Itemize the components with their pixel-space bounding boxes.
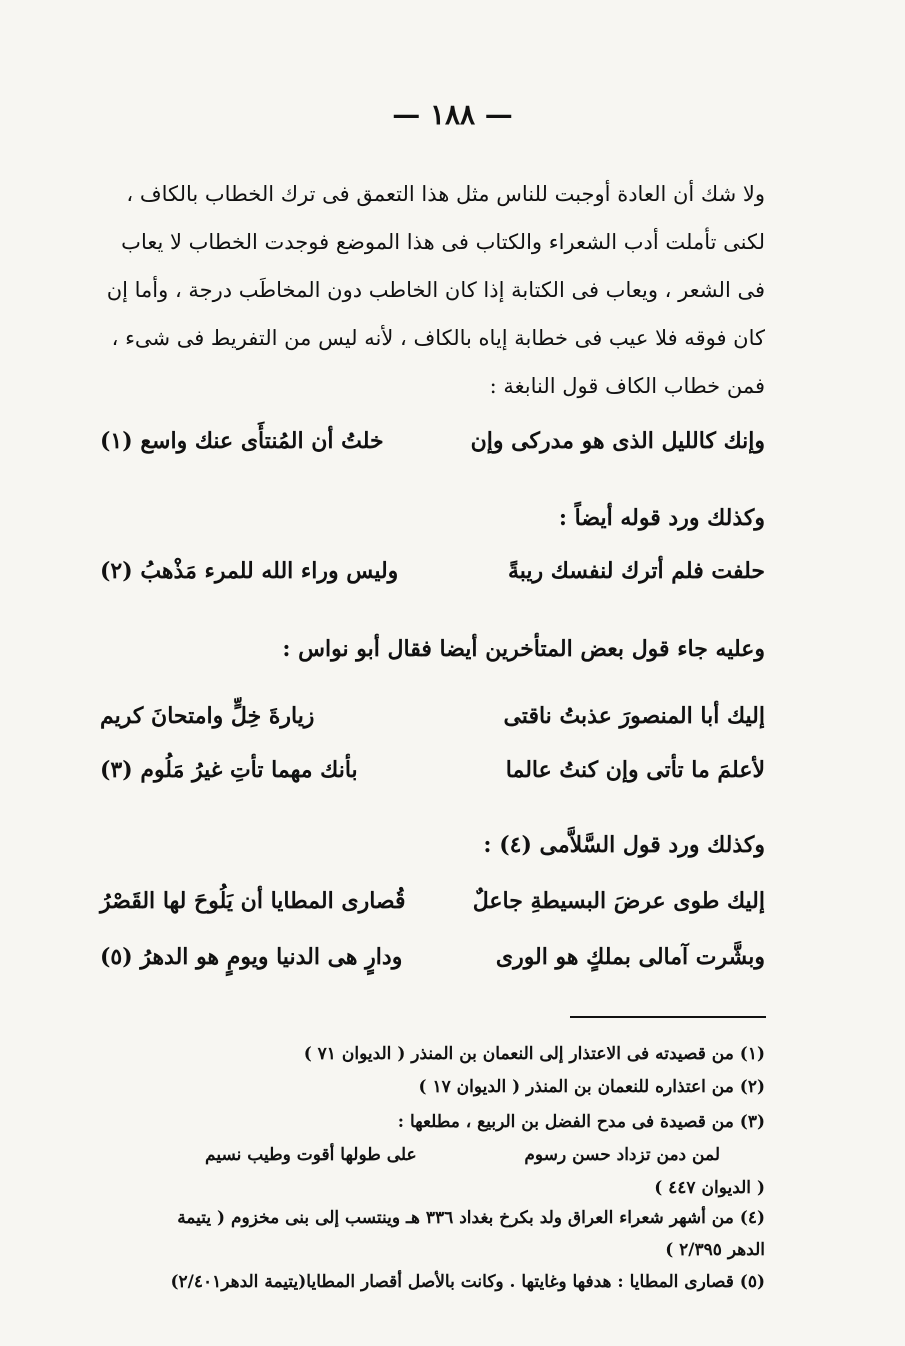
paragraph-line: فى الشعر ، ويعاب فى الكتابة إذا كان الخاطب دون المخاطَب درجة ، وأما إن <box>106 278 765 302</box>
footnote-1: (١) من قصيدته فى الاعتذار إلى النعمان بن المنذر ( الديوان ٧١ ) <box>303 1044 765 1064</box>
verse-sallami-1 <box>100 888 765 928</box>
footnote-5: (٥) قصارى المطايا : هدفها وغايتها . وكانت بالأصل أقصار المطايا(يتيمة الدهر٢/٤٠١) <box>170 1272 765 1292</box>
verse-hemistich-second: ودارٍ هى الدنيا ويومٍ هو الدهرُ (٥) <box>100 944 403 970</box>
body-paragraph <box>106 170 765 410</box>
footnote-4-continued: الدهر ٢/٣٩٥ ) <box>665 1240 765 1260</box>
verse-hemistich-first: لأعلمَ ما تأتى وإن كنتُ عالما <box>505 757 765 783</box>
verse-nabigha-2 <box>100 558 765 598</box>
paragraph-line: كان فوقه فلا عيب فى خطابة إياه بالكاف ، لأنه ليس من التفريط فى شىء ، <box>111 326 765 350</box>
paragraph-line: ولا شك أن العادة أوجبت للناس مثل هذا التعمق فى ترك الخطاب بالكاف ، <box>126 182 765 206</box>
verse-hemistich-second: وليس وراء الله للمرء مَذْهبُ (٢) <box>100 558 399 584</box>
intro-line: وكذلك ورد قول السَّلاَّمى (٤) : <box>483 832 765 858</box>
intro-line: وعليه جاء قول بعض المتأخرين أيضا فقال أبو نواس : <box>282 636 765 662</box>
footnote-3-verse-first: لمن دمن تزداد حسن رسوم <box>524 1145 720 1165</box>
paragraph-line: فمن خطاب الكاف قول النابغة : <box>489 374 765 398</box>
verse-hemistich-second: زيارةَ خِلٍّ وامتحانَ كريم <box>100 703 315 729</box>
paragraph-line: لكنى تأملت أدب الشعراء والكتاب فى هذا الموضع فوجدت الخطاب لا يعاب <box>121 230 765 254</box>
footnote-3: (٣) من قصيدة فى مدح الفضل بن الربيع ، مطلعها : <box>397 1112 765 1132</box>
verse-hemistich-first: إليك أبا المنصورَ عذبتُ ناقتى <box>503 703 765 729</box>
verse-hemistich-second: بأنك مهما تأتِ غيرُ مَلُوم (٣) <box>100 757 358 783</box>
intro-line: وكذلك ورد قوله أيضاً : <box>558 505 765 531</box>
footnote-separator <box>570 1016 766 1018</box>
verse-hemistich-second: خلتُ أن المُنتأَى عنك واسع (١) <box>100 428 384 454</box>
verse-hemistich-first: وإنك كالليل الذى هو مدركى وإن <box>470 428 765 454</box>
footnote-3-verse-second: على طولها أقوت وطيب نسيم <box>205 1145 417 1165</box>
footnote-4: (٤) من أشهر شعراء العراق ولد بكرخ بغداد ٣٣٦ هـ وينتسب إلى بنى مخزوم ( يتيمة <box>177 1208 765 1228</box>
footnote-2: (٢) من اعتذاره للنعمان بن المنذر ( الديوان ١٧ ) <box>418 1077 765 1097</box>
verse-abu-nuwas-2 <box>100 757 765 797</box>
verse-hemistich-first: حلفت فلم أترك لنفسك ريبةً <box>507 558 765 584</box>
verse-hemistich-first: وبشَّرت آمالى بملكٍ هو الورى <box>495 944 765 970</box>
verse-abu-nuwas-1 <box>100 703 765 743</box>
footnote-3-reference: ( الديوان ٤٤٧ ) <box>654 1178 765 1198</box>
verse-hemistich-second: قُصارى المطايا أن يَلُوحَ لها القَصْرُ <box>100 888 406 914</box>
page-number: — ١٨٨ — <box>392 98 513 131</box>
verse-hemistich-first: إليك طوى عرضَ البسيطةِ جاعلٌ <box>472 888 765 914</box>
verse-sallami-2 <box>100 944 765 984</box>
verse-nabigha-1 <box>100 428 765 468</box>
